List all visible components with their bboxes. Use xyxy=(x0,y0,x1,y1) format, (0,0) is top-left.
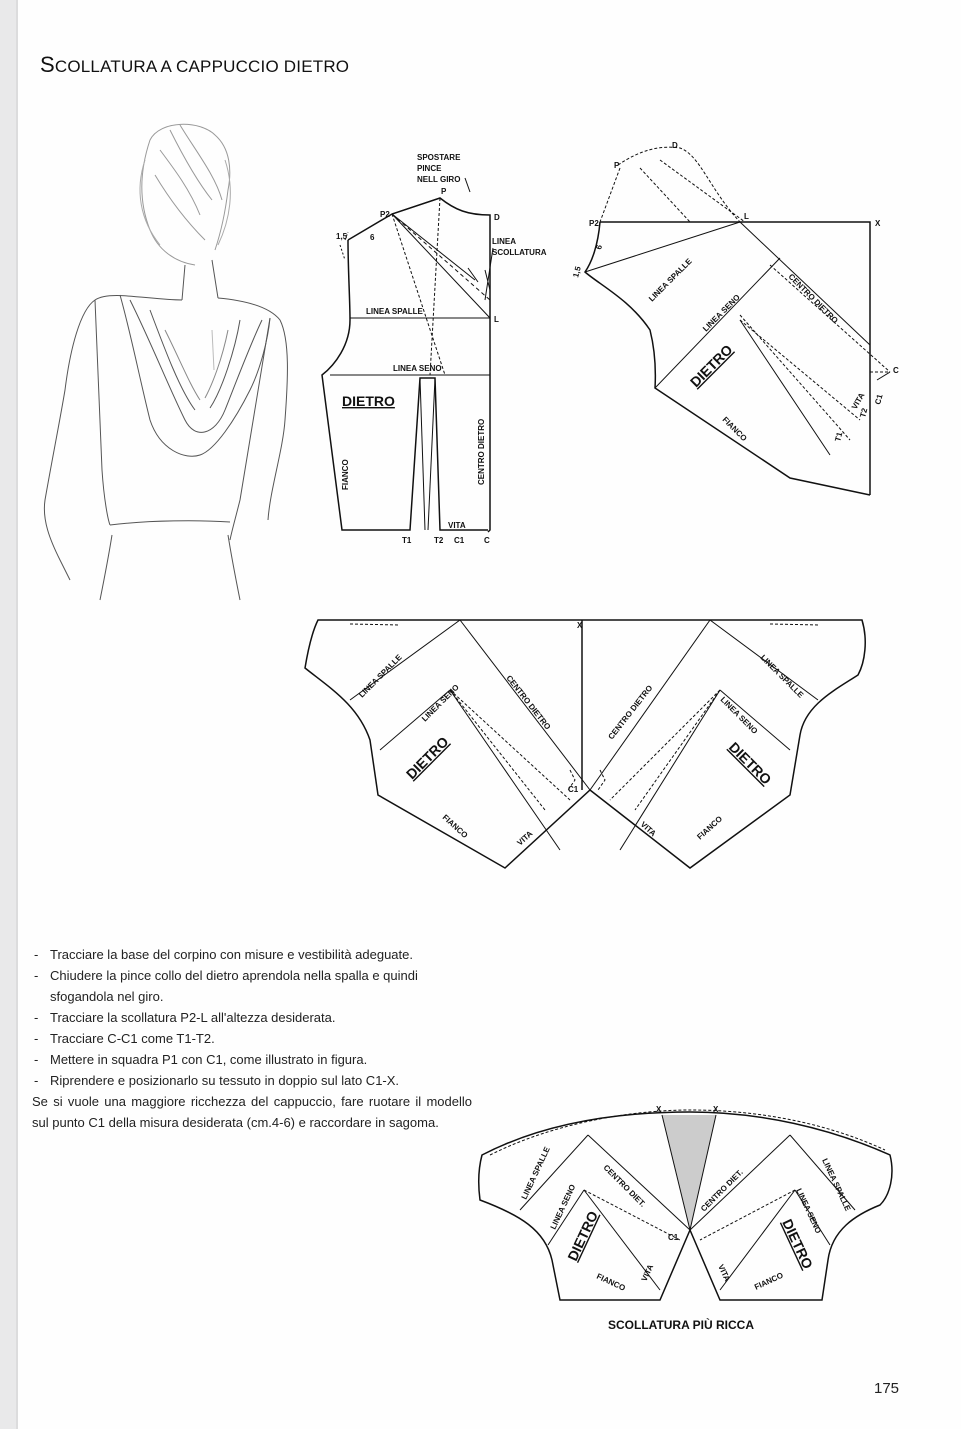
svg-text:CENTRO DIET.: CENTRO DIET. xyxy=(601,1163,648,1209)
svg-text:C1: C1 xyxy=(668,1233,679,1242)
svg-text:D: D xyxy=(494,213,500,222)
svg-text:SPOSTARE: SPOSTARE xyxy=(417,153,461,162)
instruction-step: - Riprendere e posizionarlo su tessuto in doppio sul lato C1-X. xyxy=(32,1070,472,1091)
svg-text:LINEA SPALLE: LINEA SPALLE xyxy=(519,1145,552,1201)
instructions xyxy=(32,944,472,1133)
svg-text:P2: P2 xyxy=(589,219,599,228)
svg-text:P2: P2 xyxy=(380,210,390,219)
svg-text:D: D xyxy=(672,141,678,150)
svg-text:X: X xyxy=(577,621,583,630)
instruction-step: - Mettere in squadra P1 con C1, come illustrato in figura. xyxy=(32,1049,472,1070)
svg-text:L: L xyxy=(744,212,749,221)
svg-text:CENTRO DIETRO: CENTRO DIETRO xyxy=(477,418,486,485)
svg-text:X: X xyxy=(656,1105,662,1114)
svg-text:LINEA SENO: LINEA SENO xyxy=(701,292,742,334)
svg-text:LINEA SENO: LINEA SENO xyxy=(420,682,461,724)
svg-text:LINEA SPALLE: LINEA SPALLE xyxy=(647,256,694,304)
svg-text:DIETRO: DIETRO xyxy=(725,738,775,788)
svg-text:T2: T2 xyxy=(858,407,870,419)
svg-text:P: P xyxy=(441,187,447,196)
svg-text:C: C xyxy=(484,536,490,545)
svg-text:1,5: 1,5 xyxy=(571,265,583,279)
svg-text:T1: T1 xyxy=(402,536,412,545)
svg-text:NELL GIRO: NELL GIRO xyxy=(417,175,461,184)
svg-text:CENTRO DIETRO: CENTRO DIETRO xyxy=(504,673,553,732)
svg-text:FIANCO: FIANCO xyxy=(720,415,749,444)
svg-text:CENTRO DIETRO: CENTRO DIETRO xyxy=(786,272,840,326)
svg-text:FIANCO: FIANCO xyxy=(695,814,725,842)
svg-text:LINEA SPALLE: LINEA SPALLE xyxy=(366,307,423,316)
svg-text:LINEA SENO: LINEA SENO xyxy=(718,695,760,736)
svg-text:C1: C1 xyxy=(873,393,885,406)
svg-text:DIETRO: DIETRO xyxy=(342,393,395,409)
svg-text:DIETRO: DIETRO xyxy=(402,733,452,783)
svg-text:X: X xyxy=(875,219,881,228)
svg-text:VITA: VITA xyxy=(716,1263,732,1283)
instruction-step: - Tracciare C-C1 come T1-T2. xyxy=(32,1028,472,1049)
svg-text:6: 6 xyxy=(370,233,375,242)
svg-text:VITA: VITA xyxy=(448,521,466,530)
svg-text:LINEA SENO: LINEA SENO xyxy=(393,364,442,373)
instruction-step: - Tracciare la base del corpino con misure e vestibilità adeguate. xyxy=(32,944,472,965)
instruction-note: Se si vuole una maggiore ricchezza del cappuccio, fare ruotare il modello sul punto C1 della misura desiderata (cm.4-6) e raccordare in sagoma. xyxy=(32,1094,472,1130)
svg-text:DIETRO: DIETRO xyxy=(779,1216,817,1272)
svg-text:FIANCO: FIANCO xyxy=(595,1271,627,1293)
svg-text:FIANCO: FIANCO xyxy=(753,1270,785,1292)
svg-text:6: 6 xyxy=(594,243,605,251)
svg-text:LINEA SENO: LINEA SENO xyxy=(794,1187,823,1235)
svg-text:SCOLLATURA: SCOLLATURA xyxy=(492,248,547,257)
svg-text:VITA: VITA xyxy=(515,828,535,848)
svg-text:L: L xyxy=(494,315,499,324)
svg-text:DIETRO: DIETRO xyxy=(686,341,736,391)
svg-text:LINEA: LINEA xyxy=(492,237,516,246)
svg-text:1,5: 1,5 xyxy=(336,232,348,241)
svg-text:FIANCO: FIANCO xyxy=(341,459,350,490)
page-number: 175 xyxy=(874,1380,900,1397)
svg-text:CENTRO DIETRO: CENTRO DIETRO xyxy=(606,683,655,742)
svg-text:FIANCO: FIANCO xyxy=(440,812,470,841)
figure-caption: SCOLLATURA PIÙ RICCA xyxy=(608,1318,754,1332)
svg-text:C1: C1 xyxy=(568,785,579,794)
svg-text:P: P xyxy=(614,161,620,170)
svg-text:LINEA SPALLE: LINEA SPALLE xyxy=(357,652,404,700)
instruction-list xyxy=(32,944,472,1091)
svg-text:VITA: VITA xyxy=(638,819,658,839)
page-title: SCOLLATURA A CAPPUCCIO DIETRO xyxy=(40,52,350,77)
svg-text:DIETRO: DIETRO xyxy=(564,1208,602,1264)
svg-text:C1: C1 xyxy=(454,536,465,545)
svg-text:VITA: VITA xyxy=(849,391,867,411)
svg-text:LINEA SPALLE: LINEA SPALLE xyxy=(758,653,806,700)
svg-text:X: X xyxy=(713,1105,719,1114)
instruction-step: - Chiudere la pince collo del dietro aprendola nella spalla e quindi sfogandola nel giro. xyxy=(32,965,472,1007)
svg-text:C: C xyxy=(893,366,899,375)
svg-text:T1: T1 xyxy=(833,431,845,443)
svg-text:CENTRO DIET.: CENTRO DIET. xyxy=(699,1167,745,1214)
instruction-step: - Tracciare la scollatura P2-L all'altezza desiderata. xyxy=(32,1007,472,1028)
svg-text:PINCE: PINCE xyxy=(417,164,442,173)
svg-text:T2: T2 xyxy=(434,536,444,545)
svg-text:LINEA SENO: LINEA SENO xyxy=(548,1182,578,1231)
svg-text:LINEA SPALLE: LINEA SPALLE xyxy=(820,1157,853,1213)
svg-text:VITA: VITA xyxy=(639,1263,656,1283)
